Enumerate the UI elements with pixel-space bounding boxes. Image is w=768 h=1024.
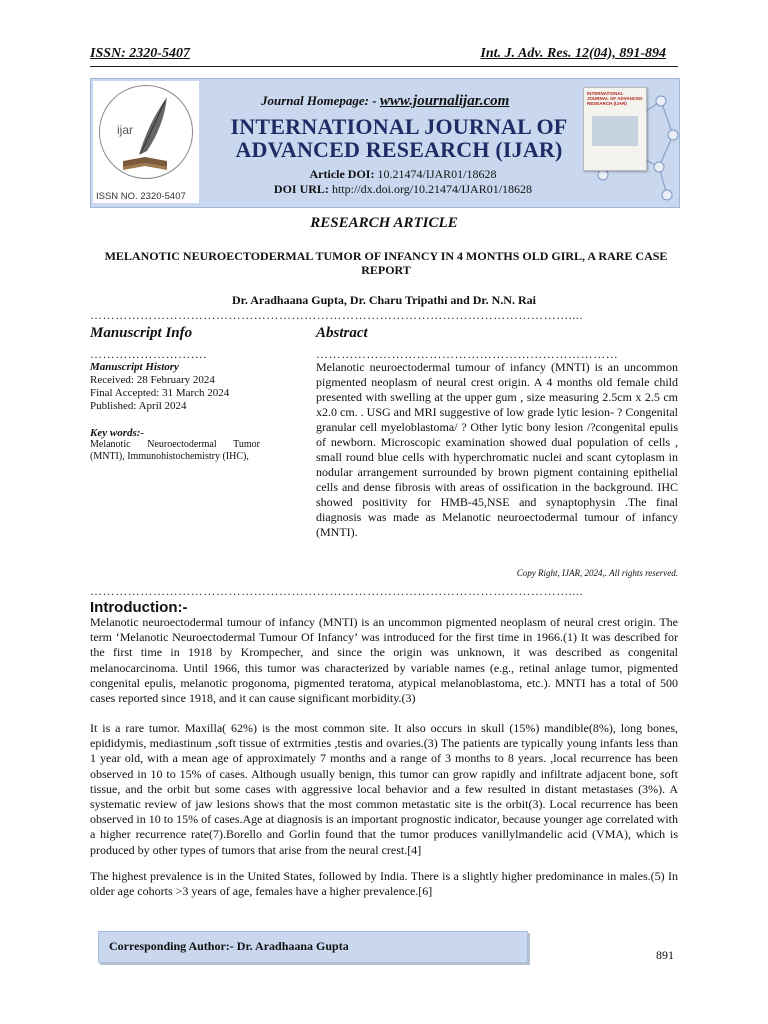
- keywords-block: [90, 427, 260, 463]
- journal-title: INTERNATIONAL JOURNAL OF ADVANCED RESEARCH (IJAR): [230, 114, 568, 162]
- cover-title: INTERNATIONAL JOURNAL OF ADVANCED RESEARCH (IJAR): [587, 91, 643, 106]
- corresponding-author-box: [98, 931, 528, 963]
- article-doi-label: Article DOI:: [309, 167, 375, 181]
- paper-title: MELANOTIC NEUROECTODERMAL TUMOR OF INFANCY IN 4 MONTHS OLD GIRL, A RARE CASE REPORT: [104, 249, 668, 277]
- doi-url-label: DOI URL:: [273, 182, 329, 196]
- manuscript-info-heading: Manuscript Info: [90, 325, 193, 341]
- received-date: Received: 28 February 2024: [90, 374, 215, 386]
- journal-homepage: [261, 93, 509, 110]
- published-date: Published: April 2024: [90, 400, 187, 412]
- journal-cover-thumbnail: [583, 87, 647, 171]
- header-rule: [90, 66, 678, 67]
- copyright-notice: Copy Right, IJAR, 2024,. All rights reserved.: [516, 568, 678, 578]
- introduction-heading: Introduction:-: [90, 599, 188, 616]
- intro-paragraph-3: The highest prevalence is in the United States, followed by India. There is a slightly higher predominance in males.(5) In older age cohorts >3 years of age, females have a higher prevalence.[6]: [90, 869, 678, 899]
- abstract-heading: Abstract: [316, 325, 368, 341]
- logo-issn: ISSN NO. 2320-5407: [96, 191, 186, 202]
- article-type: RESEARCH ARTICLE: [310, 215, 458, 231]
- journal-masthead: [90, 78, 680, 208]
- citation-header: Int. J. Adv. Res. 12(04), 891-894: [480, 46, 666, 61]
- journal-homepage-label: Journal Homepage: -: [261, 93, 377, 108]
- doi-block: [243, 167, 563, 197]
- abstract-text: Melanotic neuroectodermal tumour of infancy (MNTI) is an uncommon pigmented neoplasm of neural crest origin. A 4 months old female child presented with swelling at the upper gum , size measuring 2.5cm x 2.5 cm x2.0 cm. . USG and MRI suggestive of low grade lytic lesion- ? Congenital granular cell myeloblastoma/ ? Other lytic bony lesion /?congenital epulis of newborn. Microscopic examination showed dual population of cells , small round blue cells with hyperchromatic nuclei and scant cytoplasm in nodular arrangement surrounded by brown pigment containing epithelial cells and dense fibrosis with areas of ossification in the background. IHC showed positivity for HMB-45,NSE and synaptophysin .The final diagnosis was made as Melanotic neuroectodermal tumour of infancy (MNTI).: [316, 360, 678, 539]
- author-list: Dr. Aradhaana Gupta, Dr. Charu Tripathi and Dr. N.N. Rai: [232, 293, 536, 307]
- logo-text: ijar: [117, 123, 134, 137]
- keywords-label: Key words:-: [90, 427, 145, 439]
- dotted-separator-top: ……………………………………………………………………………………………………....: [90, 308, 584, 322]
- journal-homepage-link[interactable]: www.journalijar.com: [379, 93, 510, 109]
- doi-url-link[interactable]: http://dx.doi.org/10.21474/IJAR01/18628: [331, 182, 533, 196]
- abstract-dots: ………………………………………………………………: [316, 347, 619, 361]
- manuscript-history-label: Manuscript History: [90, 361, 179, 373]
- accepted-date: Final Accepted: 31 March 2024: [90, 387, 230, 399]
- quill-book-icon: [93, 81, 199, 181]
- intro-paragraph-2: It is a rare tumor. Maxilla( 62%) is the most common site. It also occurs in skull (15%) mandible(8%), long bones, epididymis, mediastinum ,soft tissue of extrmities ,testis and ovaries.(3) The patients are typically young infants less than 1 year old, with a mean age of approximately 7 months and a range of 3 months to 8 years. ,local recurrence has been observed in 10 to 15% of cases. Although usually benign, this tumor can grow rapidly and infiltrate adjacent bone, soft tissue, and the orbit but some cases with aggressive local behavior and a few resulted in distant metastases (3%). A systematic review of jaw lesions shows that the most common metastatic site is the orbit(3). Local recurrence has been observed in 10 to 15% of cases.Age at diagnosis is an important prognostic indicator, because younger age correlated with a higher recurrence rate(7).Borello and Gorlin found that the tumor produces vanillylmandelic acid (VMA), which is produced by other types of tumors that arise from the neural crest.[4]: [90, 721, 678, 857]
- journal-logo: [93, 81, 199, 203]
- manuscript-info-dots: ……………………….: [90, 347, 207, 361]
- corresponding-author: Corresponding Author:- Dr. Aradhaana Gupta: [109, 939, 349, 953]
- keywords-text: Melanotic Neuroectodermal Tumor (MNTI), Immunohistochemistry (IHC),: [90, 439, 260, 462]
- page-number: 891: [656, 948, 674, 962]
- dotted-separator-bottom: ……………………………………………………………………………………………………....: [90, 584, 584, 598]
- issn-header: ISSN: 2320-5407: [90, 46, 190, 61]
- cover-image: [592, 116, 638, 146]
- intro-paragraph-1: Melanotic neuroectodermal tumour of infancy (MNTI) is an uncommon pigmented neoplasm of neural crest origin. The term ‘Melanotic Neuroectodermal Tumour Of Infancy’ was introduced for the first time in 1966.(1) It was described for the first time in 1918 by Krompecher, and since the origin was unknown, it was described as congenital melanocarcinoma. Until 1966, this tumor was characterized by variable names (e.g., retinal anlage tumor, pigmented congenital epulis, melanotic progonoma, pigmented teratoma, atypical melanoblastoma, etc.). MNTI has a total of 500 cases reported since 1918, and it can cause significant morbidity.(3): [90, 615, 678, 706]
- manuscript-history: [90, 361, 290, 413]
- article-doi: 10.21474/IJAR01/18628: [377, 167, 497, 181]
